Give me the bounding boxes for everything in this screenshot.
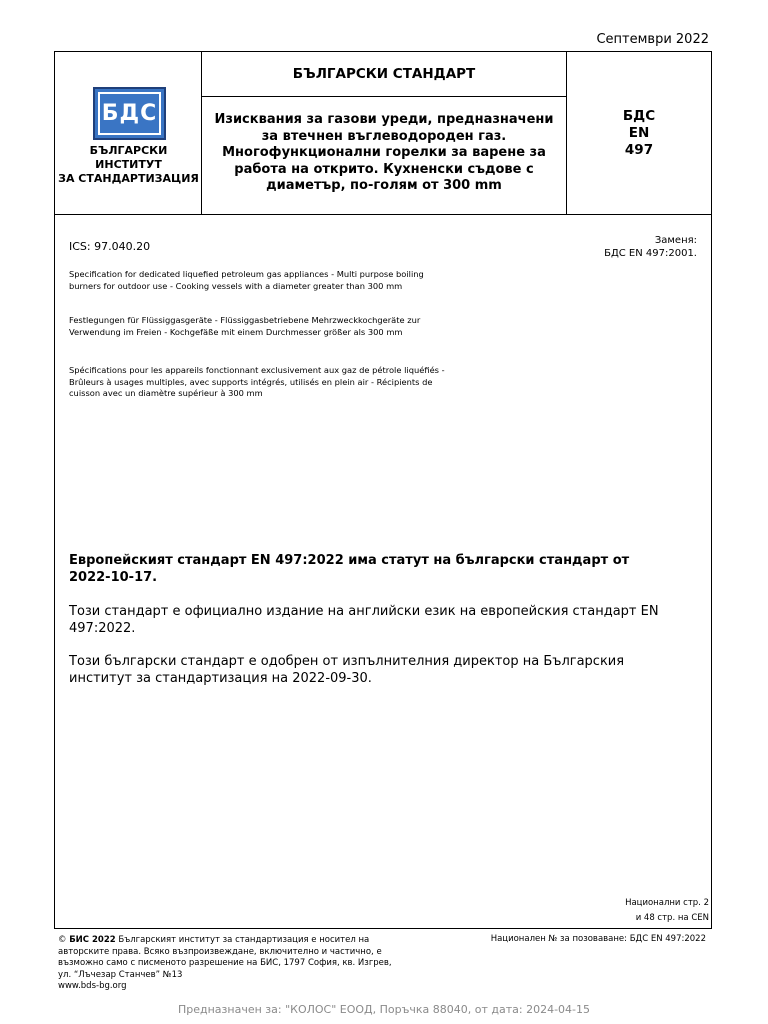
designation-line2: EN <box>628 124 650 141</box>
designation-cell <box>567 52 711 214</box>
designation-line3: 497 <box>624 141 654 158</box>
bds-logo-text: БДС <box>98 92 161 135</box>
status-statement: Европейският стандарт EN 497:2022 има статут на български стандарт от 2022-10-17. <box>69 553 630 585</box>
logo-cell <box>55 52 202 214</box>
standard-type: БЪЛГАРСКИ СТАНДАРТ <box>202 52 566 97</box>
replaces-value: БДС EN 497:2001. <box>604 248 697 259</box>
title-french: Spécifications pour les appareils fonctionnant exclusivement aux gaz de pétrole liquéfiés - Brûleurs à usages multiples, avec supports intégrés, utilisés en plein air - Récipients de cuisson avec un diamètre supérieur à 300 mm <box>69 365 445 398</box>
cover-header <box>55 52 711 215</box>
copyright-notice <box>58 935 403 993</box>
replaces-label: Заменя: <box>654 235 697 246</box>
institute-name <box>55 144 202 186</box>
standard-title-bg: Изисквания за газови уреди, предназначени за втечнен въглеводороден газ. Многофункционални горелки за варене за работа на открито. Кухненски съдове с диаметър, по-голям от 300 mm <box>214 112 554 193</box>
institute-name-line1: БЪЛГАРСКИ ИНСТИТУТ <box>89 144 168 171</box>
standard-cover-frame <box>54 51 712 929</box>
cen-pages: и 48 стр. на CEN <box>635 913 709 923</box>
replaces-block <box>604 234 697 260</box>
title-cell <box>202 52 567 214</box>
copyright-text: Българският институт за стандартизация е носител на авторските права. Всяко възпроизвеждане, включително и частично, е възможно само с писменото разрешение на БИС, 1797 София, кв. Изгрев, ул. “Лъчезар Станчев” №13 <box>58 935 392 980</box>
publication-date: Септември 2022 <box>596 32 709 47</box>
title-english: Specification for dedicated liquefied petroleum gas appliances - Multi purpose boiling burners for outdoor use - Cooking vessels with a diameter greater than 300 mm <box>69 269 424 291</box>
ics-code: ICS: 97.040.20 <box>69 240 151 253</box>
license-footer: Предназначен за: "КОЛОС" ЕООД, Поръчка 88040, от дата: 2024-04-15 <box>177 1003 591 1016</box>
approval-statement: Този български стандарт е одобрен от изпълнителния директор на Българския институт за стандартизация на 2022-09-30. <box>69 654 625 686</box>
national-reference-number: Национален № за позоваване: БДС EN 497:2022 <box>490 934 706 944</box>
copyright-holder: БИС 2022 <box>69 935 116 945</box>
page-count <box>625 896 709 926</box>
national-pages: Национални стр. 2 <box>625 898 709 908</box>
bds-logo <box>93 87 166 140</box>
website-link[interactable]: www.bds-bg.org <box>58 981 127 991</box>
institute-name-line2: ЗА СТАНДАРТИЗАЦИЯ <box>58 172 199 185</box>
edition-statement: Този стандарт е официално издание на английски език на европейския стандарт EN 497:2022. <box>69 604 659 636</box>
designation-line1: БДС <box>622 107 656 124</box>
copyright-symbol: © <box>58 935 67 945</box>
title-german: Festlegungen für Flüssiggasgeräte - Flüssiggasbetriebene Mehrzweckkochgeräte zur Verwendung im Freien - Kochgefäße mit einem Durchmesser größer als 300 mm <box>69 315 421 337</box>
